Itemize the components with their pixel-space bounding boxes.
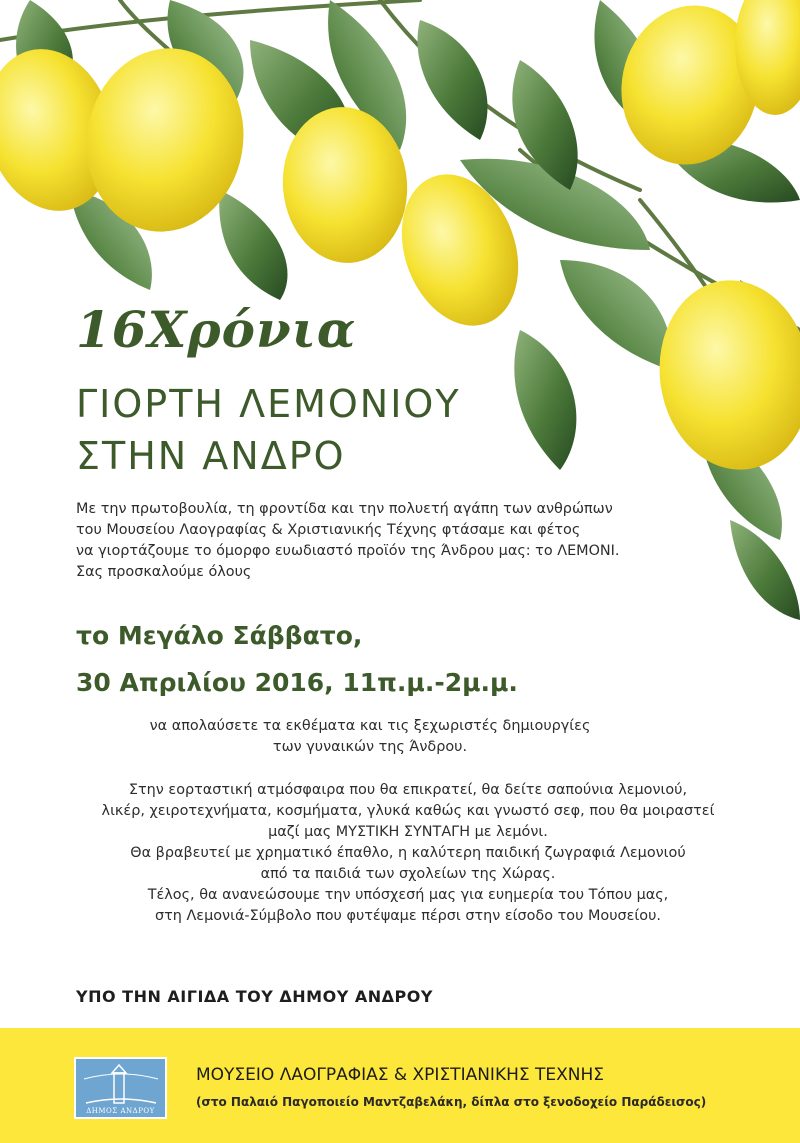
event-date-time: 30 Απριλίου 2016, 11π.μ.-2μ.μ. bbox=[76, 668, 518, 697]
museum-location: (στο Παλαιό Παγοποιείο Μαντζαβελάκη, δίπλα στο ξενοδοχείο Παράδεισος) bbox=[196, 1095, 707, 1109]
anniversary-title: 16Χρόνια bbox=[76, 300, 357, 359]
intro-line: του Μουσείου Λαογραφίας & Χριστιανικής Τέχνης φτάσαμε και φέτος bbox=[76, 522, 581, 538]
footer-bar bbox=[0, 1028, 800, 1143]
details-line: στη Λεμονιά-Σύμβολο που φυτέψαμε πέρσι στην είσοδο του Μουσείου. bbox=[154, 908, 662, 924]
enjoy-paragraph bbox=[90, 716, 650, 758]
event-day: το Μεγάλο Σάββατο, bbox=[76, 621, 363, 650]
details-paragraph bbox=[58, 780, 758, 927]
logo-caption: ΔΗΜΟΣ ΑΝΔΡΟΥ bbox=[86, 1107, 155, 1115]
festival-title-line1: ΓΙΟΡΤΗ ΛΕΜΟΝΙΟΥ bbox=[76, 382, 461, 426]
details-line: Τέλος, θα ανανεώσουμε την υπόσχεσή μας για ευημερία του Τόπου μας, bbox=[147, 887, 669, 903]
details-line: Στην εορταστική ατμόσφαιρα που θα επικρατεί, θα δείτε σαπούνια λεμονιού, bbox=[128, 782, 688, 798]
intro-line: Σας προσκαλούμε όλους bbox=[76, 564, 252, 580]
intro-line: να γιορτάζουμε το όμορφο ευωδιαστό προϊόν της Άνδρου μας: το ΛΕΜΟΝΙ. bbox=[76, 543, 620, 559]
details-line: Θα βραβευτεί με χρηματικό έπαθλο, η καλύτερη παιδική ζωγραφιά Λεμονιού bbox=[130, 845, 686, 861]
details-line: λικέρ, χειροτεχνήματα, κοσμήματα, γλυκά καθώς και γνωστό σεφ, που θα μοιραστεί bbox=[101, 803, 715, 819]
intro-paragraph bbox=[76, 499, 620, 583]
aegis-statement: ΥΠΟ ΤΗΝ ΑΙΓΙΔΑ ΤΟΥ ΔΗΜΟΥ ΑΝΔΡΟΥ bbox=[76, 987, 433, 1006]
enjoy-line: να απολαύσετε τα εκθέματα και τις ξεχωριστές δημιουργίες bbox=[149, 718, 591, 734]
intro-line: Με την πρωτοβουλία, τη φροντίδα και την πολυετή αγάπη των ανθρώπων bbox=[76, 501, 613, 517]
festival-title-line2: ΣΤΗΝ ΑΝΔΡΟ bbox=[76, 434, 346, 478]
enjoy-line: των γυναικών της Άνδρου. bbox=[272, 739, 468, 755]
municipality-logo bbox=[74, 1057, 167, 1119]
museum-name: ΜΟΥΣΕΙΟ ΛΑΟΓΡΑΦΙΑΣ & ΧΡΙΣΤΙΑΝΙΚΗΣ ΤΕΧΝΗΣ bbox=[196, 1065, 605, 1085]
details-line: μαζί μας ΜΥΣΤΙΚΗ ΣΥΝΤΑΓΗ με λεμόνι. bbox=[268, 824, 548, 840]
details-line: από τα παιδιά των σχολείων της Χώρας. bbox=[260, 866, 556, 882]
